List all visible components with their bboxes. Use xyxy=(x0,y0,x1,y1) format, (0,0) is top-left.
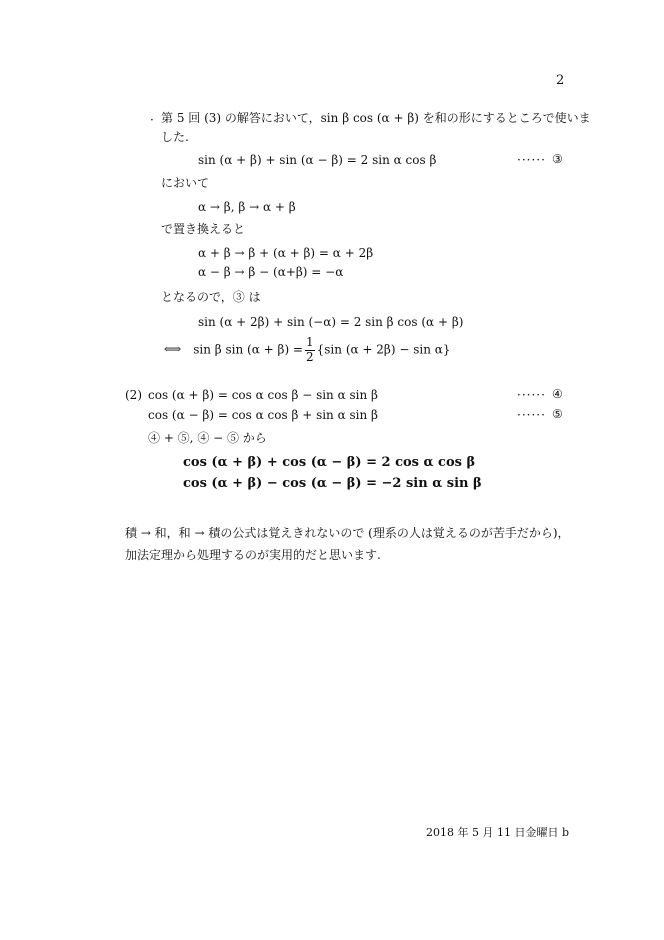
equation-4-tag: ④ xyxy=(552,387,563,401)
result-line-2-lhs: sin β sin (α + β) = xyxy=(193,342,303,357)
intro-line-2: した. xyxy=(161,130,189,144)
intro-line-1: 第 5 回 (3) の解答において，sin β cos (α + β) を和の形にするところで使いま xyxy=(161,111,591,125)
equation-3: sin (α + β) + sin (α − β) = 2 sin α cos β xyxy=(198,153,437,167)
result-line-2-rhs: {sin (α + 2β) − sin α} xyxy=(316,342,451,357)
substitution-rule: α → β, β → α + β xyxy=(198,200,296,214)
result-line-2 xyxy=(164,336,451,365)
equation-5-tag: ⑤ xyxy=(552,407,563,421)
text-tonaru: となるので，③ は xyxy=(161,290,261,304)
substitution-line-2: α − β → β − (α+β) = −α xyxy=(198,265,344,279)
text-niooite: において xyxy=(161,176,210,190)
equation-4-dots: ······ xyxy=(517,388,546,402)
equation-3-dots: ······ xyxy=(517,153,546,167)
closing-line-2: 加法定理から処理するのが実用的だと思います. xyxy=(125,548,381,562)
equation-3-tag: ③ xyxy=(552,152,563,166)
fraction-numerator: 1 xyxy=(306,335,314,349)
bold-result-2: cos (α + β) − cos (α − β) = −2 sin α sin β xyxy=(183,476,482,491)
combine-text: ④ + ⑤, ④ − ⑤ から xyxy=(148,431,267,445)
one-half-fraction xyxy=(305,336,315,365)
equation-5: cos (α − β) = cos α cos β + sin α sin β xyxy=(148,408,378,422)
bold-result-1: cos (α + β) + cos (α − β) = 2 cos α cos β xyxy=(183,455,476,470)
equation-4: cos (α + β) = cos α cos β − sin α sin β xyxy=(148,388,378,402)
substitution-line-1: α + β → β + (α + β) = α + 2β xyxy=(198,246,374,260)
text-okikaeru: で置き換えると xyxy=(161,222,246,236)
iff-symbol: ⟺ xyxy=(164,342,182,357)
closing-line-1: 積 → 和，和 → 積の公式は覚えきれないので (理系の人は覚えるのが苦手だから)， xyxy=(125,526,570,540)
part-2-label: (2) xyxy=(125,388,142,402)
footer-date: 2018 年 5 月 11 日金曜日 b xyxy=(426,826,570,839)
equation-5-dots: ······ xyxy=(517,408,546,422)
page-number: 2 xyxy=(556,73,565,88)
bullet: · xyxy=(150,113,154,127)
fraction-denominator: 2 xyxy=(306,349,314,364)
result-line-1: sin (α + 2β) + sin (−α) = 2 sin β cos (α + β) xyxy=(198,315,464,329)
